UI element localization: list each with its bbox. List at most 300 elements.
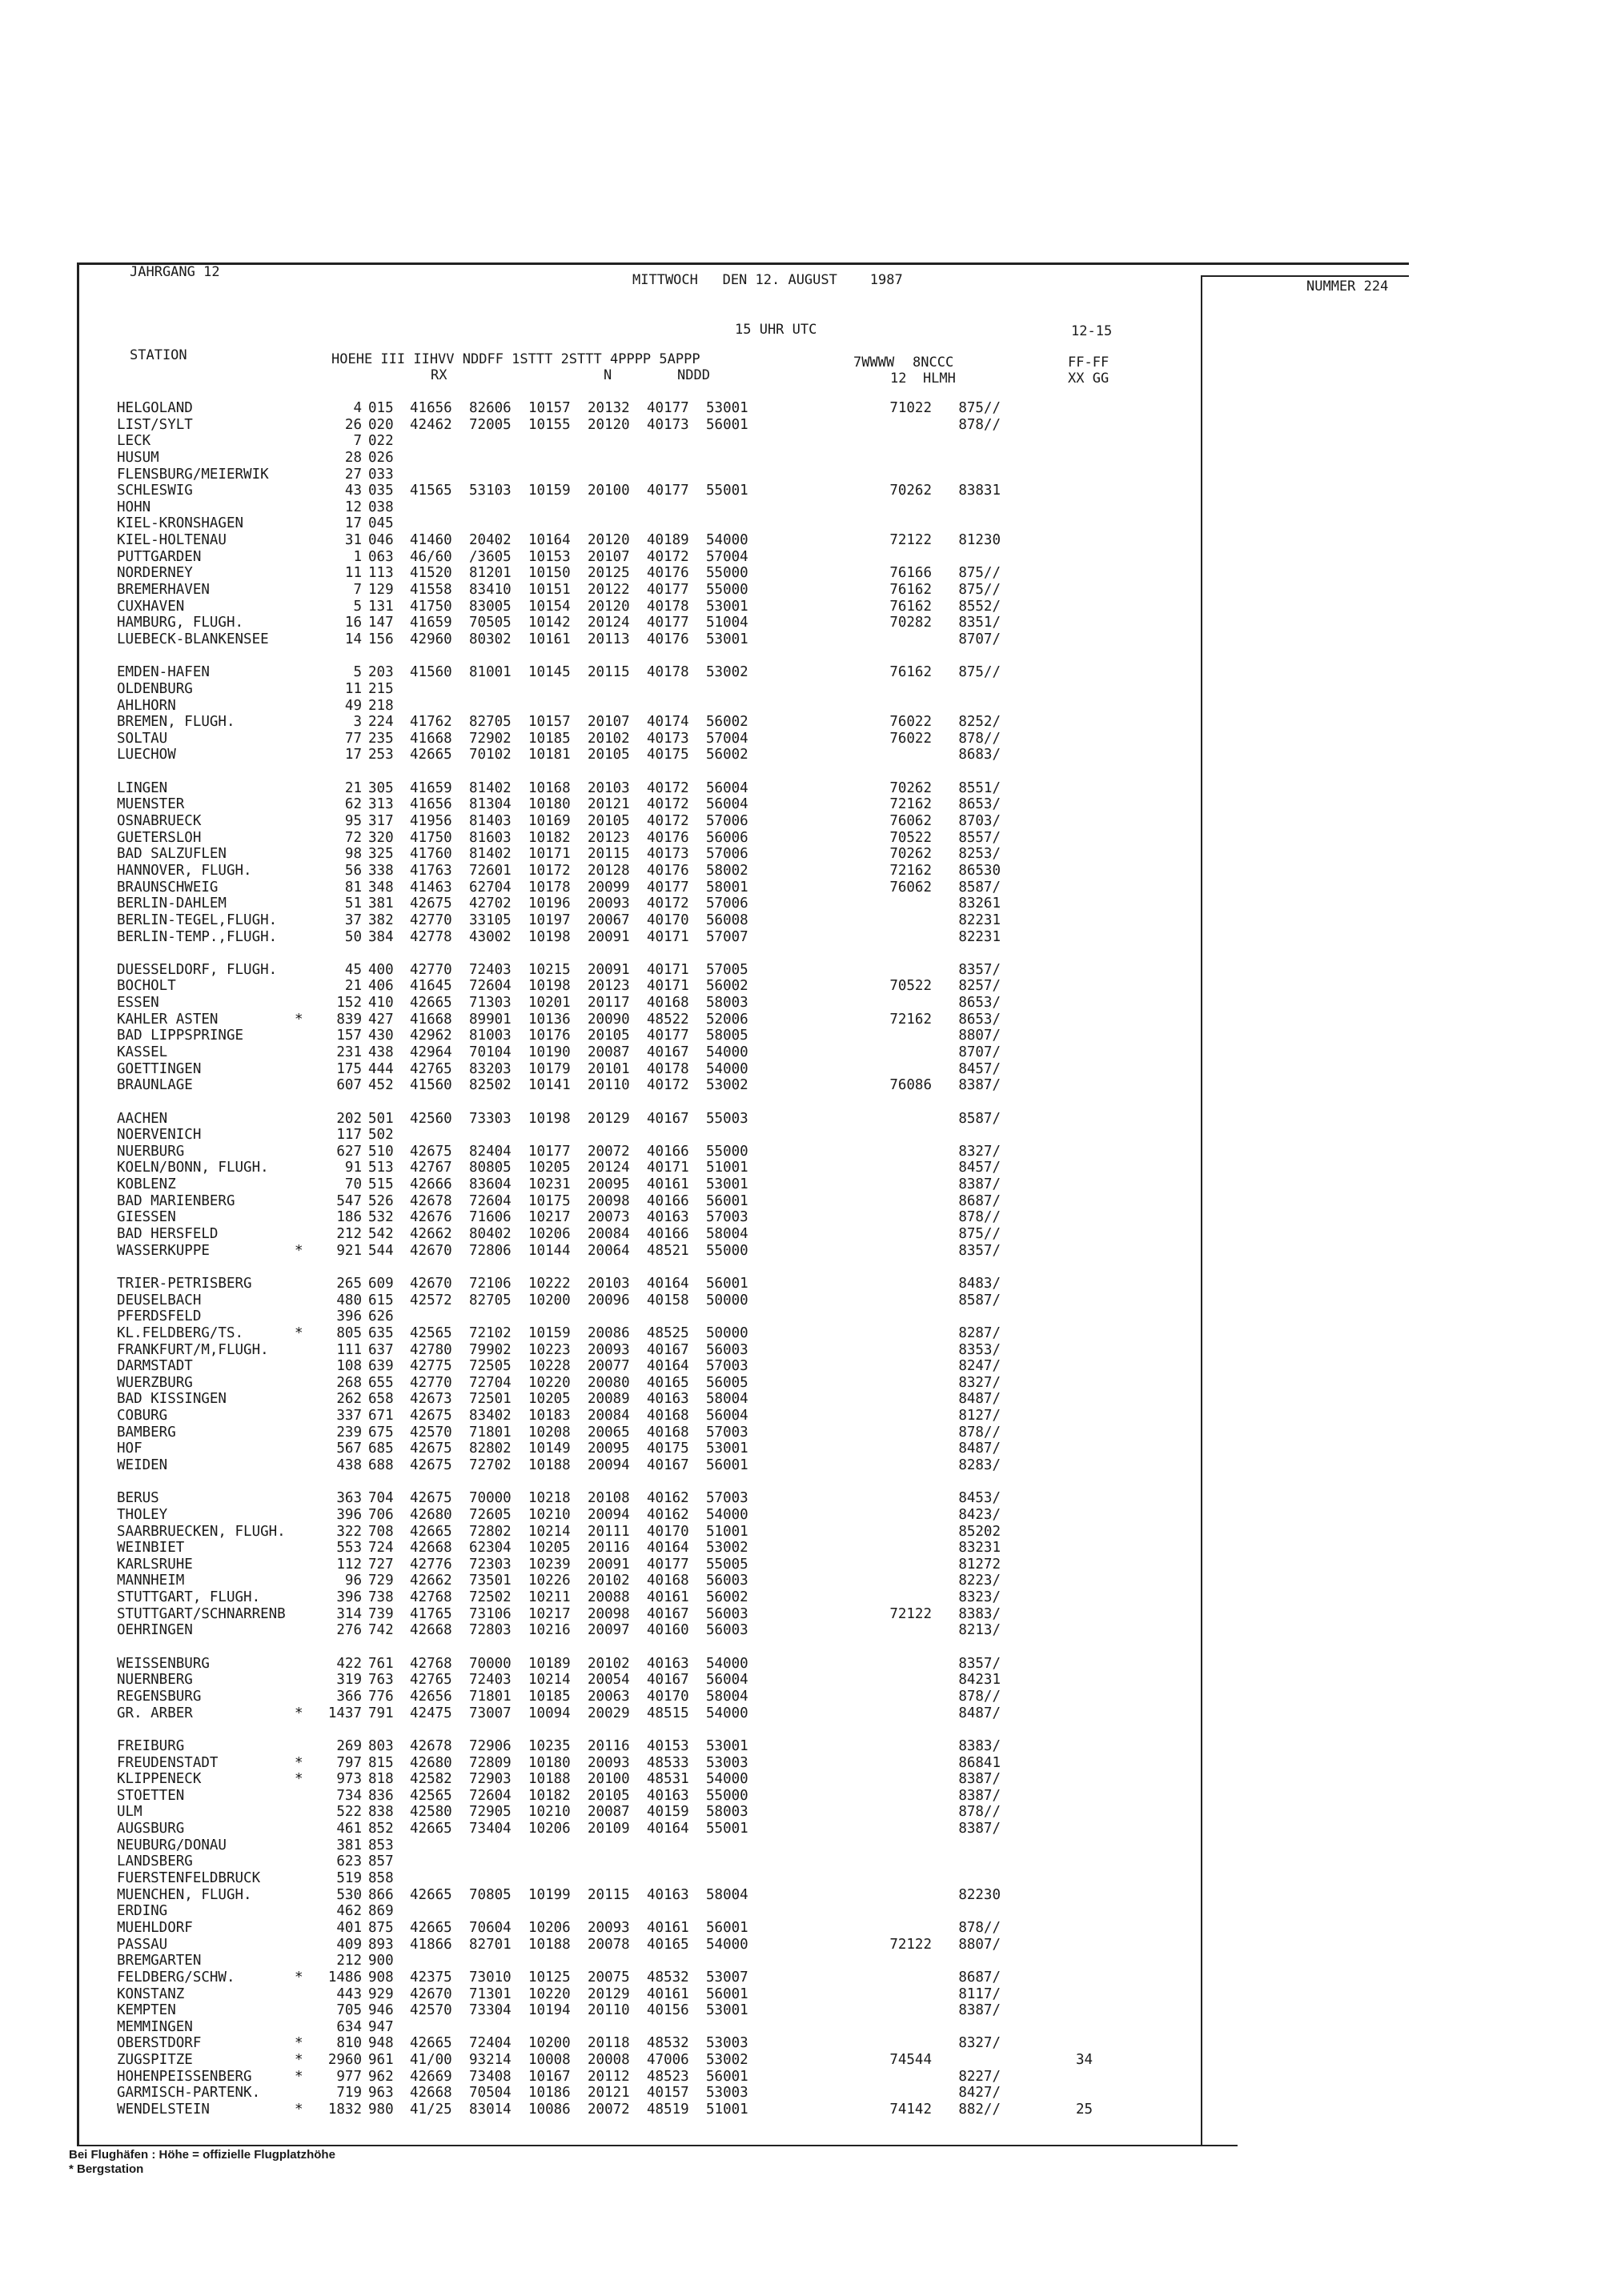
group-iihvv: 41656	[410, 796, 452, 813]
group-nddff: 73404	[469, 1821, 512, 1837]
group-1sttt: 10182	[528, 1787, 571, 1804]
station-height: 186	[336, 1209, 362, 1226]
station-height: 111	[336, 1341, 362, 1358]
group-1sttt: 10196	[528, 896, 571, 912]
station-height: 17	[344, 515, 362, 532]
station-id: 635	[368, 1324, 394, 1341]
group-8nccc: 8383/	[958, 1737, 1001, 1754]
group-ffff: 34	[1076, 2052, 1093, 2069]
group-iihvv: 42675	[410, 1441, 452, 1457]
group-4pppp: 47006	[647, 2052, 689, 2069]
group-4pppp: 40161	[647, 1985, 689, 2002]
group-iihvv: 41668	[410, 1011, 452, 1028]
group-2sttt: 20108	[588, 1490, 630, 1507]
group-nddff: 89901	[469, 1011, 512, 1028]
station-id: 761	[368, 1655, 394, 1672]
group-2sttt: 20093	[588, 896, 630, 912]
group-5appp: 58004	[706, 1886, 748, 1903]
group-7wwww: 70282	[889, 615, 932, 631]
station-name: LINGEN	[117, 779, 168, 796]
station-id: 893	[368, 1936, 394, 1953]
group-8nccc: 8357/	[958, 1655, 1001, 1672]
group-1sttt: 10194	[528, 2002, 571, 2019]
station-height: 26	[344, 416, 362, 433]
group-nddff: 72005	[469, 416, 512, 433]
group-iihvv: 42670	[410, 1985, 452, 2002]
station-height: 319	[336, 1672, 362, 1689]
issue-number: NUMMER 224	[1306, 278, 1389, 295]
group-nddff: 72906	[469, 1737, 512, 1754]
group-7wwww: 70262	[889, 483, 932, 499]
group-4pppp: 40162	[647, 1490, 689, 1507]
group-4pppp: 40160	[647, 1622, 689, 1639]
group-4pppp: 40174	[647, 714, 689, 731]
group-2sttt: 20063	[588, 1688, 630, 1705]
station-height: 2960	[327, 2052, 362, 2069]
group-5appp: 58003	[706, 1804, 748, 1821]
group-5appp: 53001	[706, 631, 748, 647]
group-2sttt: 20111	[588, 1523, 630, 1540]
group-nddff: 82404	[469, 1143, 512, 1160]
group-nddff: 72102	[469, 1324, 512, 1341]
station-height: 401	[336, 1919, 362, 1936]
station-height: 95	[344, 813, 362, 830]
group-nddff: 70805	[469, 1886, 512, 1903]
group-8nccc: 8557/	[958, 829, 1001, 846]
group-iihvv: 42375	[410, 1969, 452, 1985]
group-5appp: 54000	[706, 532, 748, 549]
column-groups: HOEHE III IIHVV NDDFF 1STTT 2STTT 4PPPP 5APPP	[331, 351, 700, 367]
group-5appp: 53003	[706, 2035, 748, 2052]
group-1sttt: 10189	[528, 1655, 571, 1672]
group-4pppp: 40163	[647, 1391, 689, 1408]
station-id: 033	[368, 466, 394, 483]
group-nddff: 71301	[469, 1985, 512, 2002]
group-1sttt: 10168	[528, 779, 571, 796]
station-id: 427	[368, 1011, 394, 1028]
group-7wwww: 76162	[889, 664, 932, 681]
station-id: 727	[368, 1556, 394, 1573]
group-2sttt: 20116	[588, 1737, 630, 1754]
group-1sttt: 10149	[528, 1441, 571, 1457]
station-height: 49	[344, 697, 362, 714]
group-1sttt: 10220	[528, 1985, 571, 2002]
group-iihvv: 42666	[410, 1176, 452, 1193]
station-id: 515	[368, 1176, 394, 1193]
group-2sttt: 20129	[588, 1985, 630, 2002]
group-1sttt: 10198	[528, 1110, 571, 1127]
group-4pppp: 40173	[647, 846, 689, 863]
station-name: MUEHLDORF	[117, 1919, 193, 1936]
group-nddff: 70000	[469, 1655, 512, 1672]
group-5appp: 56002	[706, 714, 748, 731]
group-4pppp: 40172	[647, 813, 689, 830]
group-5appp: 56006	[706, 829, 748, 846]
station-name: MUENCHEN, FLUGH.	[117, 1886, 252, 1903]
group-5appp: 57004	[706, 730, 748, 747]
group-nddff: 72303	[469, 1556, 512, 1573]
group-8nccc: 875//	[958, 565, 1001, 582]
group-2sttt: 20098	[588, 1192, 630, 1209]
station-height: 98	[344, 846, 362, 863]
station-name: BAD LIPPSPRINGE	[117, 1028, 244, 1044]
group-8nccc: 84231	[958, 1672, 1001, 1689]
group-8nccc: 8247/	[958, 1358, 1001, 1375]
mountain-marker: *	[295, 1011, 303, 1028]
station-id: 513	[368, 1160, 394, 1176]
station-name: KARLSRUHE	[117, 1556, 193, 1573]
group-nddff: 71801	[469, 1424, 512, 1441]
station-height: 212	[336, 1226, 362, 1243]
group-iihvv: 42565	[410, 1324, 452, 1341]
group-4pppp: 40189	[647, 532, 689, 549]
station-name: LECK	[117, 433, 151, 450]
group-8nccc: 8427/	[958, 2085, 1001, 2102]
station-id: 637	[368, 1341, 394, 1358]
group-2sttt: 20091	[588, 928, 630, 945]
group-8nccc: 85202	[958, 1523, 1001, 1540]
station-height: 443	[336, 1985, 362, 2002]
station-id: 724	[368, 1540, 394, 1557]
mountain-marker: *	[295, 1242, 303, 1259]
station-height: 519	[336, 1870, 362, 1887]
group-2sttt: 20121	[588, 2085, 630, 2102]
station-name: FLENSBURG/MEIERWIK	[117, 466, 269, 483]
group-8nccc: 878//	[958, 1424, 1001, 1441]
group-7wwww: 76022	[889, 730, 932, 747]
group-1sttt: 10181	[528, 747, 571, 763]
group-8nccc: 82230	[958, 1886, 1001, 1903]
group-2sttt: 20088	[588, 1589, 630, 1606]
group-iihvv: 42665	[410, 1919, 452, 1936]
station-height: 43	[344, 483, 362, 499]
group-5appp: 56004	[706, 779, 748, 796]
group-4pppp: 40161	[647, 1589, 689, 1606]
group-1sttt: 10179	[528, 1060, 571, 1077]
station-name: WASSERKUPPE	[117, 1242, 210, 1259]
group-iihvv: 42668	[410, 1540, 452, 1557]
group-8nccc: 8587/	[958, 1292, 1001, 1308]
group-2sttt: 20077	[588, 1358, 630, 1375]
station-id: 026	[368, 449, 394, 466]
group-8nccc: 8551/	[958, 779, 1001, 796]
group-5appp: 53003	[706, 1754, 748, 1771]
station-name: BAD SALZUFLEN	[117, 846, 227, 863]
station-id: 729	[368, 1573, 394, 1589]
station-id: 947	[368, 2018, 394, 2035]
station-height: 1	[353, 548, 362, 565]
group-2sttt: 20128	[588, 862, 630, 879]
group-2sttt: 20099	[588, 879, 630, 896]
group-5appp: 56001	[706, 416, 748, 433]
group-1sttt: 10161	[528, 631, 571, 647]
group-5appp: 55000	[706, 1787, 748, 1804]
group-8nccc: 8707/	[958, 1044, 1001, 1060]
group-7wwww: 74142	[889, 2101, 932, 2118]
group-nddff: 83410	[469, 582, 512, 599]
group-8nccc: 8423/	[958, 1506, 1001, 1523]
station-name: BRAUNLAGE	[117, 1077, 193, 1094]
group-1sttt: 10226	[528, 1573, 571, 1589]
group-2sttt: 20107	[588, 714, 630, 731]
group-5appp: 56002	[706, 1589, 748, 1606]
station-height: 314	[336, 1605, 362, 1622]
group-5appp: 57003	[706, 1358, 748, 1375]
footnote-airport: Bei Flughäfen : Höhe = offizielle Flugplatzhöhe	[69, 2148, 335, 2162]
group-1sttt: 10151	[528, 582, 571, 599]
group-5appp: 56003	[706, 1341, 748, 1358]
group-8nccc: 8323/	[958, 1589, 1001, 1606]
station-name: SOLTAU	[117, 730, 168, 747]
group-2sttt: 20115	[588, 846, 630, 863]
station-id: 818	[368, 1771, 394, 1788]
group-iihvv: 42662	[410, 1226, 452, 1243]
station-height: 623	[336, 1853, 362, 1870]
station-name: NOERVENICH	[117, 1127, 202, 1144]
group-8nccc: 8387/	[958, 1077, 1001, 1094]
group-nddff: 72704	[469, 1374, 512, 1391]
group-5appp: 53002	[706, 1077, 748, 1094]
group-8nccc: 86530	[958, 862, 1001, 879]
group-nddff: 80302	[469, 631, 512, 647]
group-iihvv: 46/60	[410, 548, 452, 565]
group-8nccc: 8257/	[958, 978, 1001, 995]
group-1sttt: 10150	[528, 565, 571, 582]
group-4pppp: 40177	[647, 483, 689, 499]
group-2sttt: 20094	[588, 1506, 630, 1523]
group-2sttt: 20122	[588, 582, 630, 599]
station-height: 212	[336, 1953, 362, 1969]
group-8nccc: 8357/	[958, 961, 1001, 978]
group-2sttt: 20096	[588, 1292, 630, 1308]
station-id: 738	[368, 1589, 394, 1606]
group-4pppp: 48533	[647, 1754, 689, 1771]
group-1sttt: 10086	[528, 2101, 571, 2118]
group-iihvv: 42582	[410, 1771, 452, 1788]
station-height: 21	[344, 779, 362, 796]
group-nddff: 72403	[469, 961, 512, 978]
group-7wwww: 76086	[889, 1077, 932, 1094]
station-name: AACHEN	[117, 1110, 168, 1127]
group-nddff: /3605	[469, 548, 512, 565]
group-8nccc: 81272	[958, 1556, 1001, 1573]
group-nddff: 70000	[469, 1490, 512, 1507]
group-5appp: 51001	[706, 1160, 748, 1176]
station-height: 112	[336, 1556, 362, 1573]
group-4pppp: 40166	[647, 1192, 689, 1209]
group-1sttt: 10239	[528, 1556, 571, 1573]
station-id: 948	[368, 2035, 394, 2052]
group-5appp: 57005	[706, 961, 748, 978]
group-nddff: 72702	[469, 1457, 512, 1473]
group-iihvv: 42678	[410, 1737, 452, 1754]
station-height: 363	[336, 1490, 362, 1507]
group-4pppp: 48523	[647, 2068, 689, 2085]
station-name: EMDEN-HAFEN	[117, 664, 210, 681]
group-4pppp: 40161	[647, 1176, 689, 1193]
station-name: HOHENPEISSENBERG	[117, 2068, 252, 2085]
group-2sttt: 20115	[588, 664, 630, 681]
group-iihvv: 42778	[410, 928, 452, 945]
observation-time: 15 UHR UTC	[735, 322, 817, 338]
station-id: 791	[368, 1705, 394, 1721]
station-height: 117	[336, 1127, 362, 1144]
group-5appp: 57003	[706, 1490, 748, 1507]
station-id: 875	[368, 1919, 394, 1936]
group-4pppp: 40165	[647, 1374, 689, 1391]
group-8nccc: 8457/	[958, 1160, 1001, 1176]
station-height: 11	[344, 680, 362, 697]
group-nddff: 42702	[469, 896, 512, 912]
group-5appp: 55000	[706, 565, 748, 582]
group-2sttt: 20073	[588, 1209, 630, 1226]
station-id: 739	[368, 1605, 394, 1622]
group-nddff: 33105	[469, 912, 512, 928]
station-name: SAARBRUECKEN, FLUGH.	[117, 1523, 286, 1540]
group-iihvv: 42675	[410, 896, 452, 912]
group-iihvv: 42675	[410, 1408, 452, 1424]
group-nddff: 83203	[469, 1060, 512, 1077]
group-2sttt: 20087	[588, 1804, 630, 1821]
group-2sttt: 20072	[588, 1143, 630, 1160]
station-name: LUEBECK-BLANKENSEE	[117, 631, 269, 647]
column-nddd: NDDD	[677, 367, 710, 383]
group-4pppp: 40177	[647, 879, 689, 896]
group-4pppp: 48532	[647, 2035, 689, 2052]
station-id: 063	[368, 548, 394, 565]
station-height: 1437	[327, 1705, 362, 1721]
station-name: GOETTINGEN	[117, 1060, 202, 1077]
station-name: BREMERHAVEN	[117, 582, 210, 599]
group-7wwww: 76062	[889, 879, 932, 896]
group-8nccc: 86841	[958, 1754, 1001, 1771]
group-5appp: 57006	[706, 813, 748, 830]
column-7wwww: 7WWWW	[853, 355, 895, 371]
group-8nccc: 8653/	[958, 796, 1001, 813]
group-5appp: 52006	[706, 1011, 748, 1028]
group-nddff: 70102	[469, 747, 512, 763]
station-name: BREMGARTEN	[117, 1953, 202, 1969]
station-name: STUTTGART, FLUGH.	[117, 1589, 261, 1606]
group-1sttt: 10216	[528, 1622, 571, 1639]
group-8nccc: 8213/	[958, 1622, 1001, 1639]
group-2sttt: 20084	[588, 1226, 630, 1243]
group-1sttt: 10185	[528, 730, 571, 747]
group-4pppp: 40164	[647, 1821, 689, 1837]
group-1sttt: 10182	[528, 829, 571, 846]
station-id: 852	[368, 1821, 394, 1837]
station-id: 658	[368, 1391, 394, 1408]
group-iihvv: 41/00	[410, 2052, 452, 2069]
group-nddff: 70104	[469, 1044, 512, 1060]
group-5appp: 58003	[706, 995, 748, 1012]
group-nddff: 43002	[469, 928, 512, 945]
group-5appp: 51004	[706, 615, 748, 631]
group-2sttt: 20123	[588, 829, 630, 846]
station-height: 91	[344, 1160, 362, 1176]
group-4pppp: 40168	[647, 1573, 689, 1589]
station-name: COBURG	[117, 1408, 168, 1424]
group-4pppp: 40168	[647, 995, 689, 1012]
group-1sttt: 10178	[528, 879, 571, 896]
group-nddff: 73010	[469, 1969, 512, 1985]
group-5appp: 57003	[706, 1209, 748, 1226]
group-2sttt: 20107	[588, 548, 630, 565]
station-id: 129	[368, 582, 394, 599]
group-nddff: 81003	[469, 1028, 512, 1044]
group-8nccc: 8483/	[958, 1275, 1001, 1292]
group-iihvv: 41520	[410, 565, 452, 582]
group-iihvv: 41763	[410, 862, 452, 879]
group-iihvv: 41668	[410, 730, 452, 747]
station-id: 688	[368, 1457, 394, 1473]
station-height: 268	[336, 1374, 362, 1391]
station-height: 77	[344, 730, 362, 747]
group-nddff: 72604	[469, 978, 512, 995]
group-2sttt: 20008	[588, 2052, 630, 2069]
station-id: 406	[368, 978, 394, 995]
station-name: NUERBURG	[117, 1143, 185, 1160]
station-height: 108	[336, 1358, 362, 1375]
group-iihvv: 42668	[410, 2085, 452, 2102]
group-iihvv: 42665	[410, 2035, 452, 2052]
group-8nccc: 878//	[958, 730, 1001, 747]
station-height: 262	[336, 1391, 362, 1408]
group-2sttt: 20078	[588, 1936, 630, 1953]
group-2sttt: 20075	[588, 1969, 630, 1985]
group-4pppp: 40178	[647, 598, 689, 615]
group-1sttt: 10125	[528, 1969, 571, 1985]
group-5appp: 53002	[706, 2052, 748, 2069]
group-iihvv: 42662	[410, 1573, 452, 1589]
group-2sttt: 20091	[588, 961, 630, 978]
group-1sttt: 10094	[528, 1705, 571, 1721]
group-5appp: 56001	[706, 1985, 748, 2002]
group-nddff: 72809	[469, 1754, 512, 1771]
group-iihvv: 42665	[410, 995, 452, 1012]
station-name: DARMSTADT	[117, 1358, 193, 1375]
station-height: 72	[344, 829, 362, 846]
mountain-marker: *	[295, 1754, 303, 1771]
station-name: PASSAU	[117, 1936, 168, 1953]
station-name: HOHN	[117, 499, 151, 515]
group-8nccc: 8283/	[958, 1457, 1001, 1473]
station-height: 51	[344, 896, 362, 912]
group-iihvv: 41560	[410, 1077, 452, 1094]
group-nddff: 70504	[469, 2085, 512, 2102]
group-4pppp: 40168	[647, 1408, 689, 1424]
group-2sttt: 20087	[588, 1044, 630, 1060]
station-id: 203	[368, 664, 394, 681]
group-1sttt: 10169	[528, 813, 571, 830]
group-8nccc: 8223/	[958, 1573, 1001, 1589]
group-nddff: 81402	[469, 846, 512, 863]
group-1sttt: 10157	[528, 400, 571, 416]
station-height: 522	[336, 1804, 362, 1821]
station-name: GR. ARBER	[117, 1705, 193, 1721]
station-height: 607	[336, 1077, 362, 1094]
group-4pppp: 40172	[647, 796, 689, 813]
group-8nccc: 875//	[958, 582, 1001, 599]
group-1sttt: 10208	[528, 1424, 571, 1441]
group-8nccc: 8587/	[958, 879, 1001, 896]
report-date: MITTWOCH DEN 12. AUGUST 1987	[632, 272, 903, 288]
station-name: STOETTEN	[117, 1787, 185, 1804]
group-5appp: 55000	[706, 1242, 748, 1259]
group-8nccc: 8383/	[958, 1605, 1001, 1622]
station-name: WUERZBURG	[117, 1374, 193, 1391]
group-1sttt: 10214	[528, 1523, 571, 1540]
